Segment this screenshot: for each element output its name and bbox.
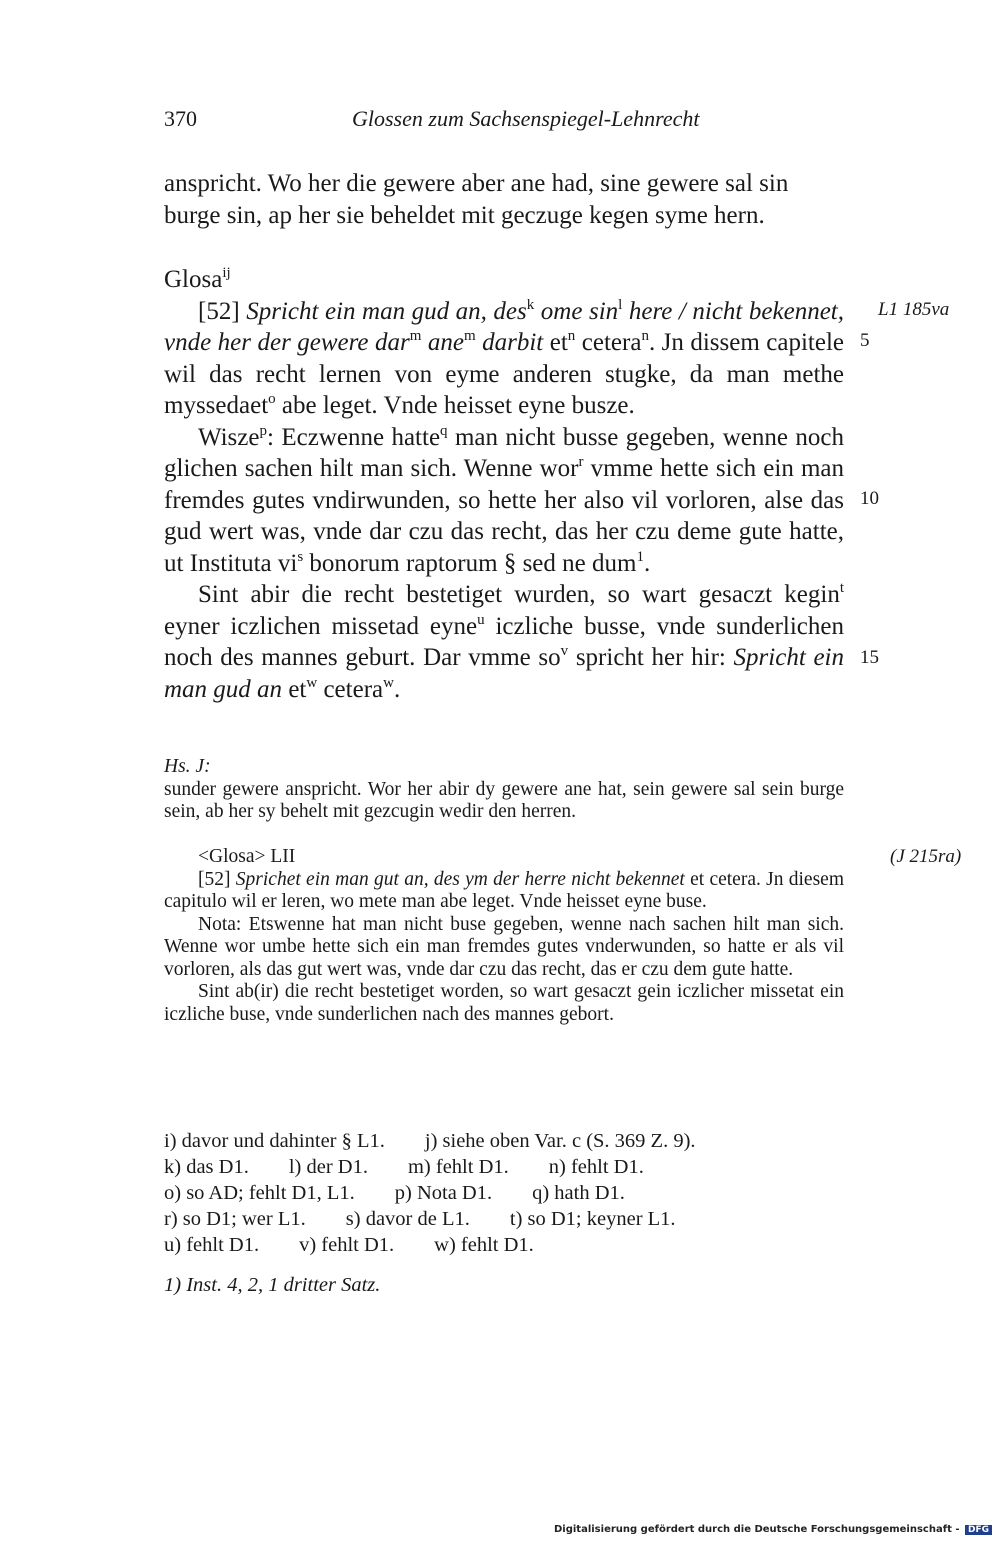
variant-entry: s) davor de L1. [345,1208,470,1230]
glosa-paragraph-1: [52] Spricht ein man gud an, des$^k$ ome $\sin^l$ here / nicht bekennet, vnde her der gewere dar$^m$ ane$^m$ darbit $et^n$ cetera$^n$. Jn dissem capitele wil das recht lernen von eyme anderen stugke, da man methe myssedaet$^o$ abe leget. Vnde heisset eyne busze. [164,296,845,419]
variant-entry: v) fehlt D1. [299,1234,395,1256]
margin-note-l1: L1 185va [878,299,950,320]
page-number: 370 [164,106,197,131]
glosa-section [164,264,844,705]
variant-entry: m) fehlt D1. [407,1156,509,1178]
line-number-5: 5 [860,330,870,351]
variant-entry: k) das D1. [164,1156,249,1178]
hs-j-label: Hs. J: [164,756,211,777]
variant-entry: j) siehe oben Var. c (S. 369 Z. 9). [424,1130,696,1152]
intro-line: burge sin, ap her sie beheldet mit geczuge kegen syme hern. [164,201,765,229]
variant-entry: p) Nota D1. [394,1182,493,1204]
hs-j-glosa [164,846,844,1026]
variant-apparatus [164,1128,844,1258]
glosa-heading: Glosa$^{ij}$ [164,265,231,293]
variant-entry: q) hath D1. [532,1182,625,1204]
glosa-paragraph-2: Wisze$^p$: Eczwenne hatte$^q$ man nicht busse gegeben, wenne noch glichen sachen hilt man sich. Wenne wor$^r$ vmme hette sich ein man fremdes gutes vndirwunden, so hette her also vil vorloren, alse das gud wert was, vnde dar czu das recht, das her czu deme gute hatte, ut Instituta $vi^s$ bonorum raptorum § sed ne dum$^1$. [164,422,844,577]
hs-j-section [164,756,844,824]
variant-entry: r) so D1; wer L1. [164,1208,306,1230]
variant-entry: l) der D1. [288,1156,368,1178]
variant-entry: n) fehlt D1. [548,1156,644,1178]
variant-entry: u) fehlt D1. [164,1234,260,1256]
hs-j-text: sunder gewere anspricht. Wor her abir dy gewere ane hat, sein gewere sal sein burge sein, ab her sy behelt mit gezcugin wedir den herren. [164,778,844,822]
glosa-paragraph-3: Sint abir die recht bestetiget wurden, so wart gesaczt kegin$^t$ eyner iczlichen missetad eyne$^u$ iczliche busse, vnde sunderlichen noch des mannes geburt. Dar vmme $so^v$ spricht her hir: Spricht ein man gud an $et^w$ cetera$^w$. [164,580,845,703]
variant-entry: w) fehlt D1. [434,1234,534,1256]
dfg-logo: DFG [965,1525,992,1535]
hs-j-paragraph-2: Nota: Etswenne hat man nicht buse gegeben, wenne nach sachen hilt man sich. Wenne wor umbe hette sich ein man fremdes gutes vnderwunden, so hatte er als vil vorloren, als das gut wert was, vnde dar czu das recht, das er czu dem gute hatte. [164,913,844,980]
line-number-15: 15 [860,647,879,668]
hs-j-paragraph-1: [52] Sprichet ein man gut an, des ym der herre nicht bekennet et cetera. Jn diesem capitulo wil er leren, wo mete man abe leget. Vnde heisset eyne buse. [164,868,844,912]
intro-text [164,168,844,231]
funding-text: Digitalisierung gefördert durch die Deutsche Forschungsgemeinschaft - [553,1524,960,1535]
variant-entry: i) davor und dahinter § L1. [164,1130,385,1152]
hs-j-paragraph-3: Sint ab(ir) die recht bestetiget worden, so wart gesaczt gein iczlicher missetat ein iczliche buse, vnde sunderlichen nach des mannes gebort. [164,981,844,1025]
line-number-10: 10 [860,488,879,509]
funding-notice [554,1524,992,1535]
variant-entry: o) so AD; fehlt D1, L1. [164,1182,355,1204]
footnote-1: 1) Inst. 4, 2, 1 dritter Satz. [164,1274,381,1296]
intro-line: anspricht. Wo her die gewere aber ane had, sine gewere sal sin [164,170,789,197]
running-title: Glossen zum Sachsenspiegel-Lehnrecht [352,106,700,131]
hs-j-glosa-title: <Glosa> LII [198,846,296,867]
variant-entry: t) so D1; keyner L1. [509,1208,676,1230]
margin-note-j: (J 215ra) [890,846,962,867]
